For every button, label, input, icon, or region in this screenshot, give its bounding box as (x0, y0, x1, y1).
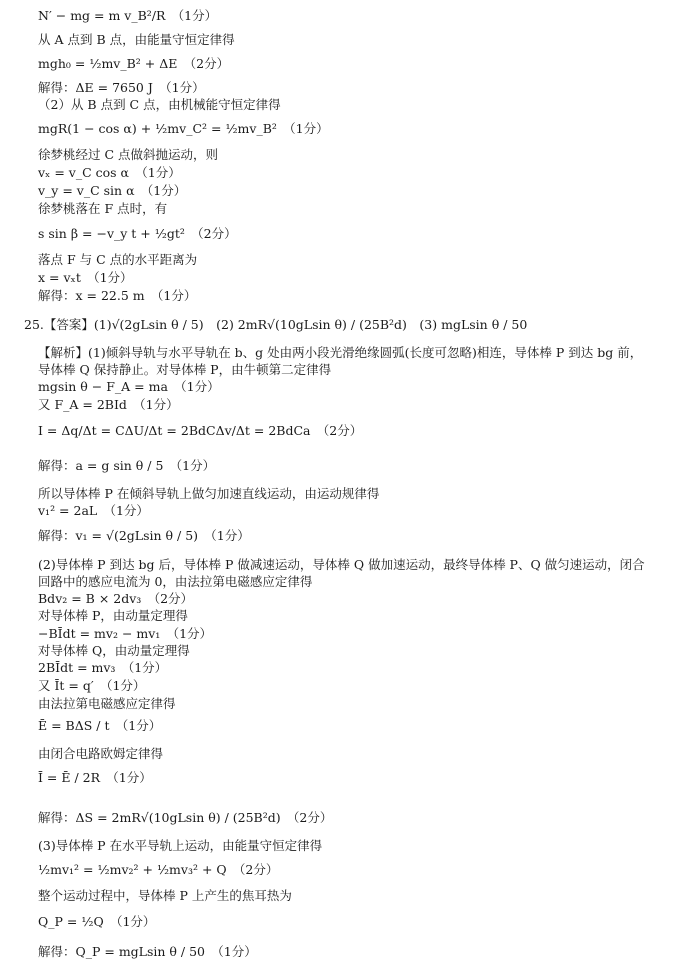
equation-line: 2BĪdt = mv₃ （1分） (38, 660, 168, 675)
result-line: 解得：a = g sin θ / 5 （1分） (38, 458, 216, 473)
answer-line: 25.【答案】(1)√(2gLsin θ / 5) (2) 2mR√(10gLsin θ) / (25B²d) (3) mgLsin θ / 50 (24, 317, 528, 332)
equation-line: Ē = BΔS / t （1分） (38, 718, 162, 733)
text-line: 徐梦桃落在 F 点时，有 (38, 201, 168, 216)
equation-line: v_y = v_C sin α （1分） (38, 183, 187, 198)
equation-line: −BĪdt = mv₂ − mv₁ （1分） (38, 626, 213, 641)
result-line: 解得：ΔE = 7650 J （1分） (38, 80, 205, 95)
text-line: 由法拉第电磁感应定律得 (38, 696, 176, 711)
text-line: 从 A 点到 B 点，由能量守恒定律得 (38, 32, 235, 47)
equation-line: s sin β = −v_y t + ½gt² （2分） (38, 226, 237, 241)
equation-line: mgR(1 − cos α) + ½mv_C² = ½mv_B² （1分） (38, 121, 329, 136)
equation-line: Q_P = ½Q （1分） (38, 914, 156, 929)
text-line: 导体棒 Q 保持静止。对导体棒 P，由牛顿第二定律得 (38, 362, 332, 377)
equation-line: 又 F_A = 2BId （1分） (38, 397, 179, 412)
text-line: (3)导体棒 P 在水平导轨上运动，由能量守恒定律得 (38, 838, 323, 853)
equation-line: vₓ = v_C cos α （1分） (38, 165, 181, 180)
equation-line: ½mv₁² = ½mv₂² + ½mv₃² + Q （2分） (38, 862, 279, 877)
text-line: 由闭合电路欧姆定律得 (38, 746, 164, 761)
equation-line: mgsin θ − F_A = ma （1分） (38, 379, 220, 394)
text-line: 徐梦桃经过 C 点做斜抛运动，则 (38, 147, 219, 162)
text-line: 回路中的感应电流为 0，由法拉第电磁感应定律得 (38, 574, 313, 589)
equation-line: v₁² = 2aL （1分） (38, 503, 149, 518)
equation-line: mgh₀ = ½mv_B² + ΔE （2分） (38, 56, 230, 71)
equation-line: Bdv₂ = B × 2dv₃ （2分） (38, 591, 194, 606)
text-line: 整个运动过程中，导体棒 P 上产生的焦耳热为 (38, 888, 292, 903)
text-line: 对导体棒 P，由动量定理得 (38, 608, 188, 623)
result-line: 解得：ΔS = 2mR√(10gLsin θ) / (25B²d) （2分） (38, 810, 333, 825)
text-line: （2）从 B 点到 C 点，由机械能守恒定律得 (38, 97, 281, 112)
equation-line: x = vₓt （1分） (38, 270, 133, 285)
equation-line: I = Δq/Δt = CΔU/Δt = 2BdCΔv/Δt = 2BdCa （2分） (38, 423, 363, 438)
text-line: (2)导体棒 P 到达 bg 后，导体棒 P 做减速运动，导体棒 Q 做加速运动，最终导体棒 P、Q 做匀速运动，闭合 (38, 557, 645, 572)
result-line: 解得：x = 22.5 m （1分） (38, 288, 197, 303)
equation-line: 又 Īt = q′ （1分） (38, 678, 146, 693)
result-line: 解得：v₁ = √(2gLsin θ / 5) （1分） (38, 528, 250, 543)
text-line: 落点 F 与 C 点的水平距离为 (38, 252, 198, 267)
text-line: 对导体棒 Q，由动量定理得 (38, 643, 190, 658)
equation-line: N′ − mg = m v_B²/R （1分） (38, 8, 218, 23)
text-line: 所以导体棒 P 在倾斜导轨上做匀加速直线运动，由运动规律得 (38, 486, 380, 501)
equation-line: Ī = Ē / 2R （1分） (38, 770, 152, 785)
analysis-line: 【解析】(1)倾斜导轨与水平导轨在 b、g 处由两小段光滑绝缘圆弧(长度可忽略)相连，导体棒 P 到达 bg 前， (38, 345, 643, 360)
result-line: 解得：Q_P = mgLsin θ / 50 （1分） (38, 944, 257, 959)
